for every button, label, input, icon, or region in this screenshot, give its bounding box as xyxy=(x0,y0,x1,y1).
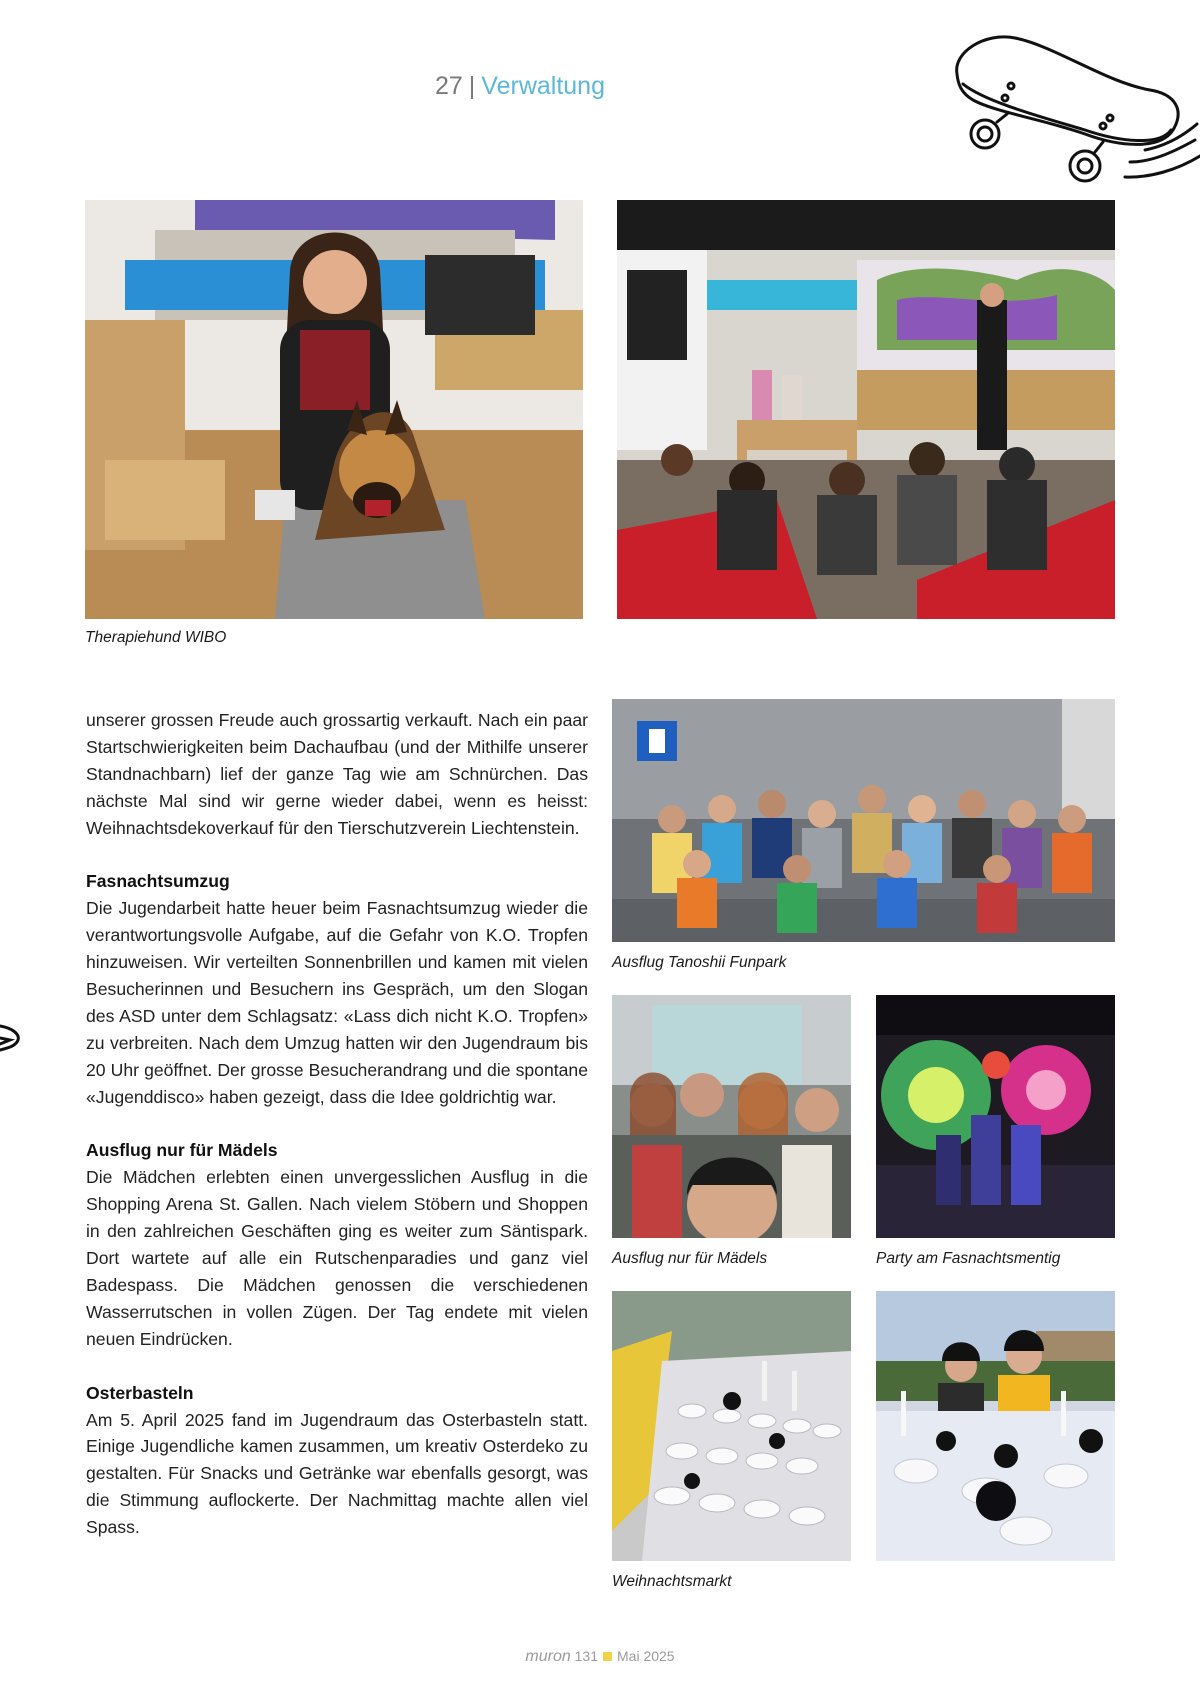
header-separator: | xyxy=(468,72,476,100)
footer-square-icon xyxy=(603,1652,612,1661)
skateboard-icon xyxy=(945,22,1200,192)
page-number: 27 xyxy=(434,72,463,100)
photo-weihnachtsmarkt-stand xyxy=(876,1291,1115,1561)
photo-therapy-dog xyxy=(85,200,583,619)
caption-therapy-dog: Therapiehund WIBO xyxy=(85,629,227,646)
photo-youth-room-group xyxy=(617,200,1115,619)
paragraph-ausflug-maedels: Die Mädchen erlebten einen unvergesslichen Ausflug in die Shopping Arena St. Gallen. Nach vielem Stöbern und Shoppen in den zahlreichen Geschäften ging es weiter zum Säntispark. Dort wartete auf alle ein Rutschenparadies und ganz viel Badespass. Die Mädchen genossen die verschiedenen Wasserrutschen in vollen Zügen. Der Tag endete mit vielen neuen Eindrücken. xyxy=(86,1167,588,1349)
photo-weihnachtsmarkt-table xyxy=(612,1291,851,1561)
footer-brand: muron xyxy=(525,1648,571,1665)
heading-osterbasteln: Osterbasteln xyxy=(86,1382,194,1403)
photo-maedels-selfie xyxy=(612,995,851,1238)
page-header xyxy=(0,72,1040,101)
section-title: Verwaltung xyxy=(481,72,605,100)
caption-maedels: Ausflug nur für Mädels xyxy=(612,1250,768,1267)
paragraph-osterbasteln: Am 5. April 2025 fand im Jugendraum das Osterbasteln statt. Einige Jugendliche kamen zusammen, um kreativ Osterdeko zu gestalten. Für Snacks und Getränke war ebenfalls gesorgt, was die Stimmung auflockerte. Der Nachmittag machte allen viel Spass. xyxy=(86,1409,588,1538)
article-body xyxy=(86,707,588,1541)
page-footer xyxy=(0,1648,1200,1666)
decorative-swirl-icon xyxy=(0,1018,22,1062)
intro-paragraph: unserer grossen Freude auch grossartig verkauft. Nach ein paar Startschwierigkeiten beim Dachaufbau (und der Mithilfe unserer Standnachbarn) lief der ganze Tag wie am Schnürchen. Das nächste Mal sind wir gerne wieder dabei, wenn es heisst: Weihnachtsdekoverkauf für den Tierschutzverein Liechtenstein. xyxy=(86,710,588,838)
heading-fasnachtsumzug: Fasnachtsumzug xyxy=(86,871,230,892)
photo-party xyxy=(876,995,1115,1238)
caption-weihnachtsmarkt: Weihnachtsmarkt xyxy=(612,1573,732,1590)
footer-date: Mai 2025 xyxy=(617,1648,675,1664)
caption-funpark: Ausflug Tanoshii Funpark xyxy=(612,954,787,971)
footer-issue: 131 xyxy=(574,1648,598,1664)
caption-party: Party am Fasnachtsmentig xyxy=(876,1250,1061,1267)
paragraph-fasnachtsumzug: Die Jugendarbeit hatte heuer beim Fasnachtsumzug wieder die verantwortungsvolle Aufgabe, auf die Gefahr von K.O. Tropfen hinzuweisen. Wir verteilten Sonnenbrillen und kamen mit vielen Besucherinnen und Besuchern ins Gespräch, um den Slogan des ASD unter dem Schlagsatz: «Lass dich nicht K.O. Tropfen» zu verbreiten. Nach dem Umzug hatten wir den Jugendraum bis 20 Uhr geöffnet. Der grosse Besucherandrang und die spontane «Jugenddisco» haben gezeigt, dass die Idee goldrichtig war. xyxy=(86,898,588,1107)
photo-funpark-group xyxy=(612,699,1115,942)
heading-ausflug-maedels: Ausflug nur für Mädels xyxy=(86,1140,278,1161)
